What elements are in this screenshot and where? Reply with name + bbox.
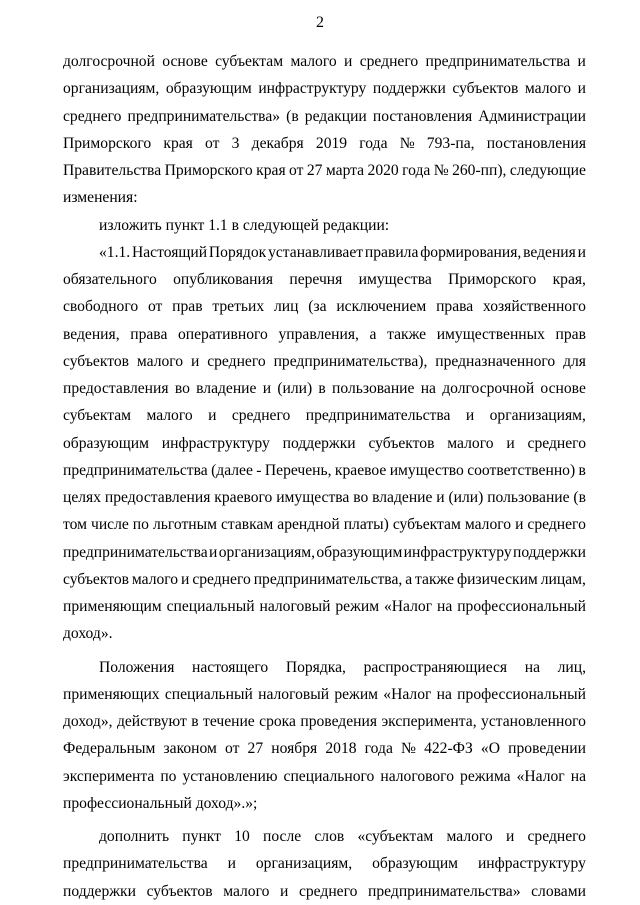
word: Администрации	[478, 107, 586, 125]
word: 2020	[367, 162, 399, 179]
word: на	[420, 380, 436, 397]
word: 10	[234, 828, 250, 845]
word: субъектам	[215, 53, 284, 70]
word: и	[436, 489, 445, 506]
text-line	[63, 402, 586, 429]
word: специальный	[164, 685, 253, 703]
word: устанавливает	[268, 243, 364, 261]
text-line	[63, 48, 586, 75]
word: и	[577, 53, 586, 70]
text-line	[63, 130, 586, 157]
word: также	[387, 325, 427, 343]
word: постановления	[486, 134, 586, 152]
word: «Налог	[383, 685, 432, 703]
word: и	[190, 352, 200, 370]
word: «субъектам	[357, 828, 434, 845]
word: «Налог	[384, 598, 433, 615]
text-line	[63, 850, 586, 877]
word: предназначенного	[435, 352, 556, 370]
word: поддержки	[512, 543, 586, 561]
word: применяющим	[63, 598, 162, 615]
word: образующим	[165, 80, 252, 98]
word: 793-па,	[426, 134, 475, 152]
word: слов	[314, 828, 345, 845]
word: организациям,	[255, 855, 353, 873]
word: поддержки	[372, 80, 446, 98]
word: проведения	[300, 713, 378, 730]
text-line	[63, 375, 586, 402]
word: организациям,	[218, 543, 316, 561]
word: профессиональный	[457, 685, 586, 703]
word: краевого	[214, 489, 273, 506]
word: лиц,	[557, 658, 586, 676]
text-line	[63, 593, 586, 620]
word: и	[505, 828, 515, 845]
word: от	[147, 298, 163, 316]
text-line	[63, 763, 586, 790]
word: -	[256, 461, 262, 479]
word: Настоящий	[132, 243, 208, 261]
word: (или)	[277, 380, 313, 397]
word: от	[205, 134, 220, 152]
text-line	[63, 878, 586, 905]
word: среднего	[231, 407, 291, 425]
word: во	[353, 489, 369, 506]
word: (в	[573, 489, 586, 506]
word: субъектов	[452, 80, 519, 98]
text-line	[63, 484, 586, 511]
word: ставкам	[220, 516, 274, 534]
word: редакции	[304, 107, 367, 125]
word: 2019	[315, 134, 348, 152]
word: имущества	[276, 489, 350, 506]
word: во	[174, 380, 190, 397]
word: проведении	[508, 740, 586, 758]
word: хозяйственного	[483, 298, 586, 316]
word: целях	[63, 489, 102, 506]
word: «Налог	[516, 767, 565, 785]
word: предпринимательства	[63, 543, 208, 561]
word: малого	[290, 53, 337, 70]
word: дополнить	[99, 828, 170, 845]
word: «1.1.	[99, 243, 131, 261]
word: субъектов	[63, 570, 129, 588]
word: малого	[464, 516, 512, 534]
word: и	[465, 407, 475, 425]
word: предпринимательства»	[127, 107, 281, 125]
text-line: изложить пункт 1.1 в следующей редакции:	[99, 216, 390, 234]
word: края	[256, 162, 286, 179]
word: инфраструктуру	[258, 80, 367, 98]
word: словами	[531, 882, 586, 900]
word: и	[227, 855, 236, 873]
word: организациям,	[489, 407, 586, 425]
word: лиц	[273, 298, 299, 316]
word: Правительства	[63, 162, 162, 179]
word: действуют	[116, 713, 187, 730]
word: краевое	[334, 461, 387, 479]
word: обязательного	[63, 271, 157, 288]
word: формирования,	[420, 243, 522, 261]
text-line	[63, 823, 586, 850]
word: исключением	[336, 298, 427, 316]
word: имущественных	[436, 325, 545, 343]
word: инфраструктуру	[403, 543, 512, 561]
word: субъектов	[368, 434, 435, 452]
text-line	[63, 708, 586, 735]
word: среднего	[192, 570, 251, 588]
word: перечня	[289, 271, 343, 288]
text-line	[63, 103, 586, 130]
word: предпринимательства	[63, 855, 208, 873]
word: Перечень,	[264, 461, 332, 479]
text-line: изменения:	[63, 189, 138, 207]
word: 27	[247, 740, 264, 758]
word: оперативного	[177, 325, 268, 343]
word: течение	[203, 713, 255, 730]
word: налоговый	[258, 685, 330, 703]
word: эксперимента	[63, 767, 155, 785]
word: прав	[172, 298, 203, 316]
word: льготным	[152, 516, 217, 534]
word: инфраструктуру	[161, 434, 270, 452]
word: арендной	[277, 516, 340, 534]
word: субъектов	[146, 882, 213, 900]
text-line	[63, 539, 586, 566]
word: по	[132, 516, 149, 534]
word: организациям,	[63, 80, 160, 98]
word: имущество	[389, 461, 464, 479]
word: от	[289, 162, 304, 179]
word: ведения,	[63, 325, 120, 343]
word: соответственно)	[467, 461, 576, 479]
text-line	[63, 293, 586, 320]
word: малого	[131, 570, 179, 588]
word: следующие	[509, 162, 586, 179]
word: образующим	[372, 855, 459, 873]
word: а	[369, 325, 377, 343]
word: срока	[259, 713, 296, 730]
text-line	[63, 735, 586, 762]
word: (за	[308, 298, 327, 316]
text-line	[63, 321, 586, 348]
text-line	[63, 430, 586, 457]
word: Федеральным	[63, 740, 156, 758]
word: имущества	[358, 271, 432, 288]
text-line	[63, 266, 586, 293]
word: предпринимательства»	[368, 882, 521, 900]
word: в	[318, 380, 326, 397]
word: специальный	[166, 598, 255, 615]
text-line	[63, 348, 586, 375]
word: также	[415, 570, 455, 588]
word: владение	[196, 380, 257, 397]
word: субъектам	[63, 407, 132, 425]
word: для	[563, 352, 586, 370]
word: на	[570, 767, 586, 785]
word: ведения	[523, 243, 576, 261]
word: №	[401, 740, 416, 758]
word: пользование	[487, 489, 570, 506]
word: в	[578, 461, 586, 479]
text-line	[63, 511, 586, 538]
word: режим	[334, 685, 379, 703]
word: применяющих	[63, 685, 160, 703]
word: пользование	[332, 380, 415, 397]
word: предпринимательства,	[253, 570, 403, 588]
word: года	[402, 162, 431, 179]
word: доход»,	[63, 713, 113, 730]
word: среднего	[63, 107, 122, 125]
word: установлению	[182, 767, 278, 785]
word: Приморского	[63, 134, 152, 152]
word: Приморского	[448, 271, 537, 288]
word: налогового	[380, 767, 454, 785]
word: том	[63, 516, 87, 534]
word: 3	[231, 134, 240, 152]
word: после	[263, 828, 302, 845]
word: №	[433, 162, 449, 179]
word: и	[208, 407, 217, 425]
word: года	[364, 740, 393, 758]
word: на	[437, 598, 453, 615]
text-line	[63, 654, 586, 681]
word: года	[359, 134, 388, 152]
word: законом	[163, 740, 217, 758]
word: основе	[540, 380, 586, 397]
word: предпринимательства	[305, 407, 451, 425]
word: прав	[555, 325, 586, 343]
word: и	[280, 882, 289, 900]
word: пункт	[182, 828, 221, 845]
word: эксперимента,	[381, 713, 477, 730]
word: специального	[283, 767, 375, 785]
word: по	[160, 767, 177, 785]
word: (далее	[211, 461, 253, 479]
word: инфраструктуру	[477, 855, 586, 873]
word: 260-пп),	[452, 162, 507, 179]
word: числе	[90, 516, 129, 534]
word: и	[344, 53, 353, 70]
word: опубликования	[173, 271, 274, 288]
word: «О	[480, 740, 500, 758]
word: среднего	[359, 53, 419, 70]
text-line: доход».	[63, 625, 113, 643]
word: лицам,	[540, 570, 586, 588]
word: предоставления	[104, 489, 211, 506]
word: поддержки	[63, 882, 136, 900]
word: режима	[460, 767, 511, 785]
word: режим	[335, 598, 380, 615]
word: 2018	[325, 740, 357, 758]
word: платы)	[343, 516, 389, 534]
word: на	[524, 658, 540, 676]
word: права	[130, 325, 168, 343]
text-line	[63, 681, 586, 708]
word: среднего	[527, 434, 586, 452]
word: декабря	[251, 134, 304, 152]
document-body	[63, 48, 586, 905]
word: малого	[223, 882, 270, 900]
word: края	[163, 134, 193, 152]
word: свободного	[63, 298, 139, 316]
word: Приморского	[164, 162, 253, 179]
word: права	[436, 298, 474, 316]
word: малого	[446, 828, 493, 845]
word: правила	[364, 243, 419, 261]
word: Порядок	[208, 243, 267, 261]
word: предоставления	[63, 380, 169, 397]
text-line	[63, 75, 586, 102]
word: долгосрочной	[442, 380, 535, 397]
word: (в	[286, 107, 299, 125]
word: (или)	[448, 489, 484, 506]
word: малого	[146, 407, 193, 425]
word: и	[515, 516, 524, 534]
text-line: профессиональный доход».»;	[63, 794, 258, 812]
word: постановления	[372, 107, 473, 125]
word: а	[405, 570, 413, 588]
word: образующим	[316, 543, 403, 561]
word: настоящего	[192, 658, 269, 676]
word: управления,	[278, 325, 359, 343]
word: и	[262, 380, 272, 397]
word: малого	[524, 80, 572, 98]
word: поддержки	[282, 434, 356, 452]
word: в	[191, 713, 199, 730]
text-line	[63, 566, 586, 593]
word: Порядка,	[285, 658, 346, 676]
word: Положения	[99, 658, 175, 676]
word: образующим	[63, 434, 149, 452]
word: субъектов	[63, 352, 129, 370]
text-line	[63, 239, 586, 266]
word: установленного	[481, 713, 586, 730]
word: владение	[372, 489, 433, 506]
word: долгосрочной	[63, 53, 155, 70]
text-line	[63, 457, 586, 484]
word: физическим	[456, 570, 538, 588]
word: основе	[162, 53, 208, 70]
page-number: 2	[316, 14, 324, 31]
word: среднего	[527, 828, 586, 845]
word: малого	[136, 352, 184, 370]
word: предпринимательства),	[273, 352, 428, 370]
word: на	[436, 685, 452, 703]
word: малого	[447, 434, 494, 452]
word: профессиональный	[457, 598, 586, 615]
word: среднего	[298, 882, 358, 900]
word: предпринимательства	[425, 53, 571, 70]
text-line	[63, 157, 586, 184]
word: распространяющиеся	[363, 658, 508, 676]
word: налоговый	[259, 598, 331, 615]
word: и	[577, 80, 586, 98]
word: края,	[552, 271, 586, 288]
word: субъектам	[392, 516, 461, 534]
word: и	[181, 570, 190, 588]
word: и	[506, 434, 515, 452]
word: среднего	[527, 516, 586, 534]
word: 422-ФЗ	[424, 740, 473, 758]
word: и	[577, 243, 586, 261]
word: от	[225, 740, 240, 758]
word: ноября	[271, 740, 318, 758]
word: и	[209, 543, 218, 561]
word: среднего	[207, 352, 266, 370]
word: 27	[306, 162, 323, 179]
word: третьих	[212, 298, 265, 316]
word: предпринимательства	[63, 461, 208, 479]
word: марта	[325, 162, 365, 179]
word: №	[399, 134, 415, 152]
